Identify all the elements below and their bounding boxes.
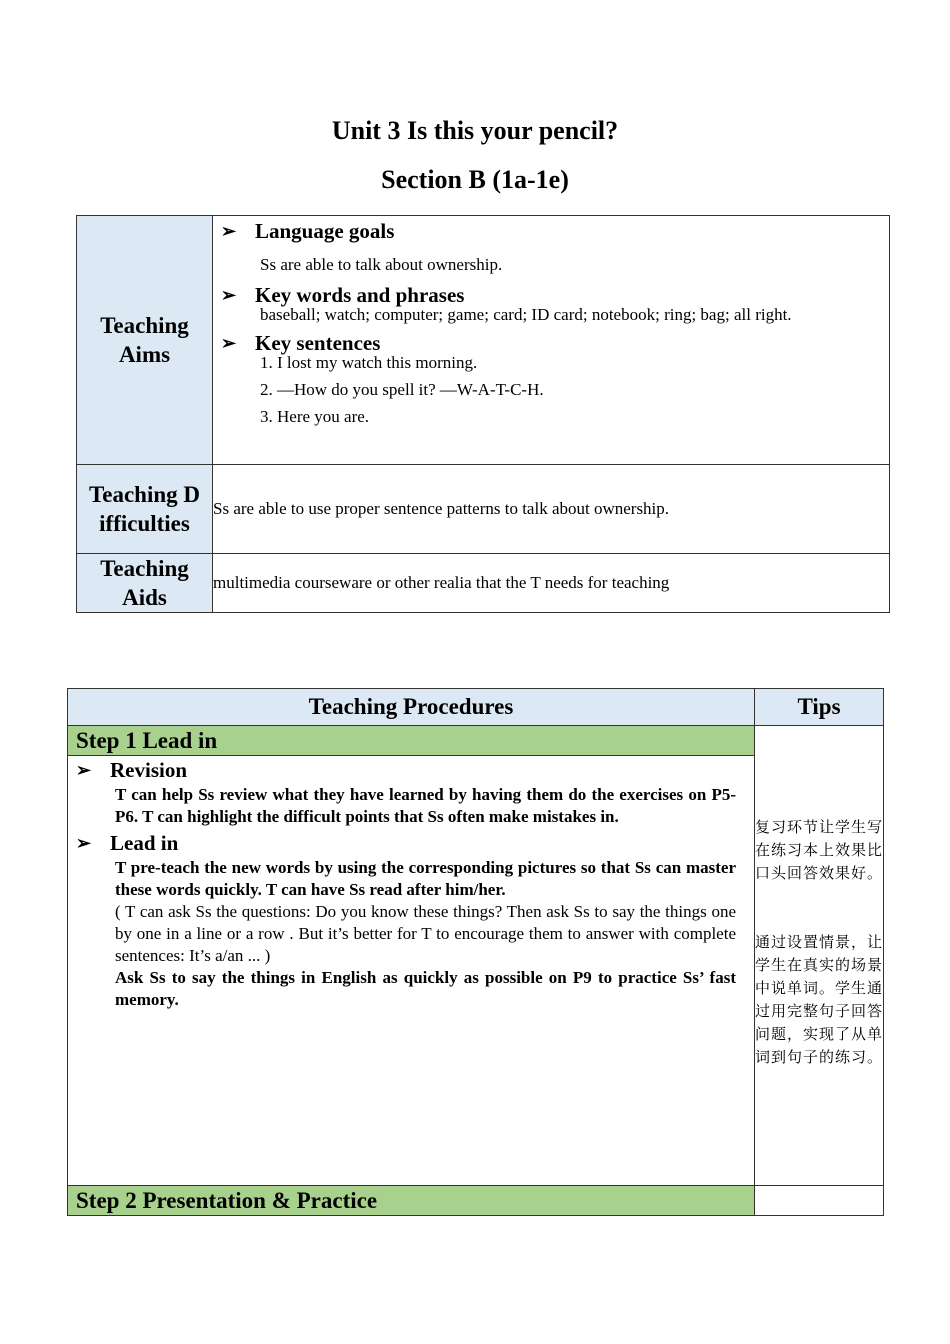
revision-text: T can help Ss review what they have learned by having them do the exercises on P5-P6. T can highlight the difficult points that Ss often make mistakes in. [115,785,736,826]
tips-header: Tips [755,689,884,726]
step1-content [68,756,755,1186]
arrowhead-bullet-icon: ➢ [221,285,237,305]
difficulties-row [77,465,890,554]
aims-row [77,216,890,465]
step1-tips [755,726,884,1186]
key-words-text: baseball; watch; computer; game; card; ID card; notebook; ring; bag; all right. [260,305,792,324]
step2-title-row [68,1186,884,1216]
lead-in-text: T pre-teach the new words by using the corresponding pictures so that Ss can master these words quickly. T can have Ss read after him/her. [115,858,736,899]
language-goals-heading: ➢ Language goals [213,216,889,246]
procedures-header: Teaching Procedures [68,689,755,726]
aids-text: multimedia courseware or other realia that the T needs for teaching [213,554,890,613]
aims-label: Teaching Aims [77,216,213,465]
difficulties-text: Ss are able to use proper sentence patterns to talk about ownership. [213,465,890,554]
difficulties-label: Teaching Difficulties [77,465,213,554]
step1-title-row [68,726,884,756]
procedures-header-row [68,689,884,726]
lead-in-note: ( T can ask Ss the questions: Do you know these things? Then ask Ss to say the things one by one in a line or a row . But it’s better for T to encourage them to answer with complete sentences: It’s a/an ... ) [115,902,736,965]
step2-title: Step 2 Presentation & Practice [68,1186,755,1216]
document-subtitle: Section B (1a-1e) [381,165,569,194]
revision-heading: ➢ Revision [76,758,188,782]
key-sentence-3: 3. Here you are. [260,407,370,426]
tip-lead-in: 通过设置情景，让学生在真实的场景中说单词。学生通过用完整句子回答问题，实现了从单词到句子的练习。 [755,933,884,1066]
arrowhead-bullet-icon: ➢ [221,221,237,241]
step2-tips [755,1186,884,1216]
lead-in-heading: ➢ Lead in [76,831,179,855]
teaching-aims-table [76,215,890,613]
tip-revision: 复习环节让学生写在练习本上效果比口头回答效果好。 [755,818,884,882]
aims-content [213,216,890,465]
arrowhead-bullet-icon: ➢ [76,833,92,853]
teaching-procedures-table [67,688,884,1216]
key-sentence-1: 1. I lost my watch this morning. [260,353,478,372]
arrowhead-bullet-icon: ➢ [221,333,237,353]
document-title: Unit 3 Is this your pencil? [331,116,619,145]
key-sentences-heading: ➢ Key sentences [213,328,889,358]
key-sentence-2: 2. —How do you spell it? —W-A-T-C-H. [260,380,544,399]
step1-title: Step 1 Lead in [68,726,755,756]
aids-label: Teaching Aids [77,554,213,613]
key-words-heading: ➢ Key words and phrases [213,280,889,310]
arrowhead-bullet-icon: ➢ [76,760,92,780]
lead-in-task: Ask Ss to say the things in English as quickly as possible on P9 to practice Ss’ fast memory. [115,968,736,1009]
aids-row [77,554,890,613]
language-goals-text: Ss are able to talk about ownership. [260,255,503,274]
